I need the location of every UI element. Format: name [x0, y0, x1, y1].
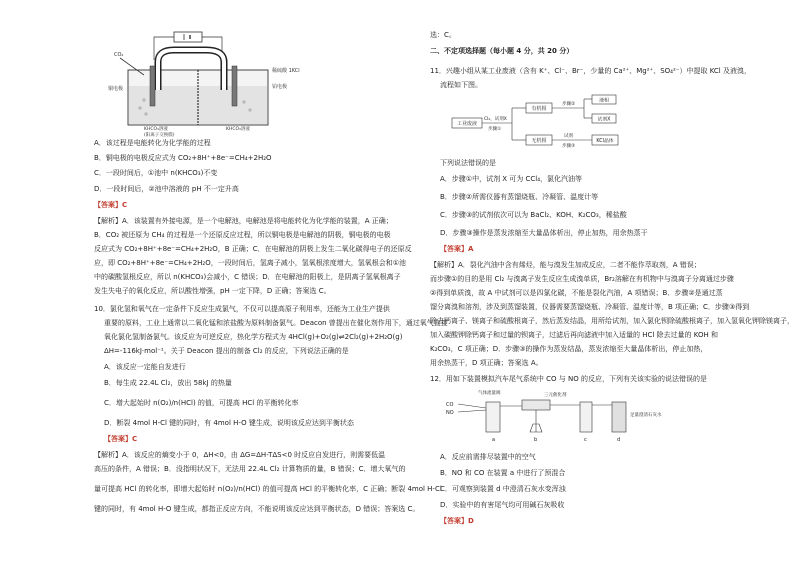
q11-explanation-line-3: ②得到单质溴，故 A 中试剂可以是四氯化碳，不能是裂化汽油，A 项错误；B．步骤②是通过蒸: [430, 289, 723, 297]
flow-kcl: KCl晶体: [596, 139, 614, 144]
q11-flowchart: [450, 96, 650, 154]
q12-stem: 12．用如下装置模拟汽车尾气系统中 CO 与 NO 的反应，下列有关该实验的说法错误的是: [430, 375, 707, 383]
q11-question: 下列说法错误的是: [440, 159, 496, 167]
app-label-d: d: [617, 437, 621, 443]
flow-step-1: 步骤①: [488, 127, 502, 132]
fig-label-membrane: (阳离子交换膜): [144, 133, 175, 138]
fig-label-platinum: 铂电极: [272, 84, 288, 90]
q9-explanation-line-2: B．CO₂ 被还原为 CH₄ 的过程是一个还原反应过程，所以铜电极是电解池的阴极，铜电极的电极: [94, 231, 391, 239]
q9-explanation-line-6: 发生失电子的氧化反应，所以酸性增强，pH 一定下降，D 正确；答案选 C。: [94, 287, 331, 295]
flow-step-2: 步骤②: [562, 102, 576, 107]
q11-option-a: A．步骤①中，试剂 X 可为 CCl₄，氯化汽油等: [440, 175, 583, 183]
q10-answer: 【答案】C: [104, 435, 138, 443]
fig-label-copper: 铜电极: [108, 86, 124, 92]
section-title: 二、不定项选择题（每小题 4 分，共 20 分）: [430, 47, 574, 55]
flow-liquid-br: 液相: [599, 98, 609, 104]
app-label-c: c: [584, 437, 587, 443]
q11-explanation-line-7: K₂CO₃，C 项正确；D．步骤③的操作为蒸发结晶，蒸发浓缩至大量晶体析出，停止加热，: [430, 345, 708, 353]
q12-option-c: C．可观察到装置 d 中澄清石灰水变浑浊: [440, 485, 566, 493]
q11-stem-line-2: 流程如下图。: [440, 81, 482, 89]
q11-stem-line-1: 11．兴趣小组从某工业废液（含有 K⁺、Cl⁻、Br⁻，少量的 Ca²⁺、Mg²⁺、SO₄²⁻）中提取 KCl 及液溴，: [430, 67, 751, 75]
q11-explanation-line-2: 而步骤①的目的是用 Cl₂ 与溴离子发生反应生成溴单质，Br₂溶解在有机物中与溴离子分离通过步骤: [430, 275, 734, 283]
q10-stem-line-1: 10．氯化氢和氧气在一定条件下反应生成氯气，不仅可以提高原子利用率，还能为工业生产提供: [94, 305, 390, 313]
q9-explanation-line-1: 【解析】A．该装置有外接电源，是一个电解池，电解池是将电能转化为化学能的装置，A 正确；: [94, 217, 393, 225]
flow-reagent-1: Cl₂，试剂X: [484, 117, 507, 122]
app-label-a: a: [492, 437, 496, 443]
prev-answer-line: 选：C。: [430, 31, 456, 39]
fig-label-h2so4: 稀硫酸 1KCl: [272, 68, 300, 74]
flow-start: 工业废液: [456, 121, 478, 127]
app-limewater: 足量澄清石灰水: [630, 413, 662, 418]
flow-step-3: 步骤③: [562, 144, 576, 149]
electrolysis-cell-figure: [108, 30, 314, 138]
app-catalyst: 三元催化剂: [544, 393, 567, 398]
q11-explanation-line-4: 馏分离溴和溶剂，涉及到蒸馏装置，仪器需要蒸馏烧瓶、冷凝管、温度计等，B 项正确；C．步骤③得到: [430, 303, 750, 311]
q10-explanation-line-1: 【解析】A．该反应的熵变小于 0，ΔH<0，由 ΔG=ΔH-TΔS<0 时反应自发进行，则需要低温: [94, 451, 386, 459]
q11-explanation-line-5: 除去钙离子、镁离子和硫酸根离子，然后蒸发结晶，用所给试剂，加入氯化钡除硫酸根离子，加入氢氧化钾除镁离子，: [430, 317, 794, 325]
q11-answer: 【答案】A: [440, 245, 474, 253]
q9-option-d: D．一段时间后，②池中溶液的 pH 不一定升高: [94, 185, 239, 193]
q10-stem-line-4: ΔH=-116kJ·mol⁻¹。关于 Deacon 提出的制备 Cl₂ 的反应，下列说法正确的是: [104, 347, 349, 355]
q9-answer: 【答案】C: [94, 201, 128, 209]
fig-label-kco3: KHCO₃溶液: [226, 127, 250, 132]
app-gas-flow: 气体流量阀: [478, 391, 501, 396]
app-label-b: b: [534, 437, 538, 443]
q10-explanation-line-2: 高压的条件，A 错误；B．没指明状况下，无法用 22.4L Cl₂ 计算物质的量，B 错误；C．增大氧气的: [94, 465, 406, 473]
q12-apparatus-figure: [440, 388, 690, 448]
q11-option-c: C．步骤③的试剂依次可以为 BaCl₂、KOH、K₂CO₃，稀盐酸: [440, 211, 627, 219]
q9-explanation-line-3: 反应式为 CO₂+8H⁺+8e⁻=CH₄+2H₂O，B 正确；C．在电解池的阴极上发生二氧化碳得电子的还原反: [94, 245, 412, 253]
q10-explanation-line-4: 键的同时，有 4mol H-O 键生成，都指正反应方向，不能说明该反应达到平衡状态，D 错误；答案选 C。: [94, 505, 420, 513]
q12-option-d: D．实验中的有害尾气均可用碱石灰吸收: [440, 501, 565, 509]
q12-option-b: B．NO 和 CO 在装置 a 中进行了预混合: [440, 469, 566, 477]
q10-option-d: D．断裂 4mol H-Cl 键的同时，有 4mol H-O 键生成，说明该反应达到平衡状态: [104, 419, 354, 427]
q9-option-c: C．一段时间后，①池中 n(KHCO₃)不变: [94, 169, 218, 177]
q12-option-a: A．反应前需排尽装置中的空气: [440, 453, 536, 461]
q9-explanation-line-5: 中的碳酸氢根反应，所以 n(KHCO₃)会减小，C 错误；D．在电解池的阳极上，是阴离子氢氧根离子: [94, 273, 401, 281]
q10-stem-line-3: 氧化氯化氢制备氯气。该反应为可逆反应，热化学方程式为 4HCl(g)+O₂(g)⇌2Cl₂(g)+2H₂O(g): [104, 333, 403, 341]
app-no: NO: [446, 410, 454, 416]
fig-label-khco3: KHCO₃溶液: [144, 127, 168, 132]
flow-organic: 有机相: [531, 106, 547, 112]
q11-explanation-line-6: 加入碳酸钾除钙离子和过量的钡离子，过滤后再向滤液中加入适量的 HCl 除去过量的 KOH 和: [430, 331, 718, 339]
q11-explanation-line-1: 【解析】A．裂化汽油中含有烯烃，能与溴发生加成反应，二者不能作萃取剂，A 错误；: [430, 261, 701, 269]
q10-explanation-line-3: 量可提高 HCl 的转化率，即增大起始时 n(O₂)/n(HCl) 的值可提高 HCl 的平衡转化率，C 正确；断裂 4mol H-Cl: [94, 485, 442, 493]
flow-reagent-x: 试剂X: [597, 117, 611, 123]
q11-explanation-line-8: 用余热蒸干，D 项正确；答案选 A。: [430, 359, 543, 367]
q9-option-b: B．铜电极的电极反应式为 CO₂+8H⁺+8e⁻=CH₄+2H₂O: [94, 154, 272, 162]
flow-reagent-3: 试剂: [564, 134, 573, 139]
app-co: CO: [446, 402, 454, 408]
q10-option-c: C．增大起始时 n(O₂)/n(HCl) 的值，可提高 HCl 的平衡转化率: [104, 399, 299, 407]
q9-explanation-line-4: 应，即 CO₂+8H⁺+8e⁻=CH₄+2H₂O，一段时间后，氢离子减小，氢氧根浓度增大，氢氧根会和①池: [94, 259, 407, 267]
fig-label-co2: CO₂: [114, 52, 124, 58]
q11-option-b: B．步骤②所需仪器有蒸馏烧瓶、冷凝管、温度计等: [440, 193, 599, 201]
q10-option-b: B．每生成 22.4L Cl₂，放出 58kJ 的热量: [104, 379, 232, 387]
q11-option-d: D．步骤③操作是蒸发浓缩至大量晶体析出，停止加热，用余热蒸干: [440, 229, 648, 237]
q10-stem-line-2: 重要的原料，工业上通常以二氧化锰和浓盐酸为原料制备氯气。Deacon 曾提出在催化剂作用下，通过氧气直接: [104, 319, 448, 327]
fig-label-ab: a b: [174, 48, 182, 54]
flow-inorganic: 无机相: [531, 138, 547, 144]
q12-answer: 【答案】D: [440, 517, 474, 525]
q10-option-a: A．该反应一定能自发进行: [104, 363, 186, 371]
q9-option-a: A．该过程是电能转化为化学能的过程: [94, 139, 211, 147]
